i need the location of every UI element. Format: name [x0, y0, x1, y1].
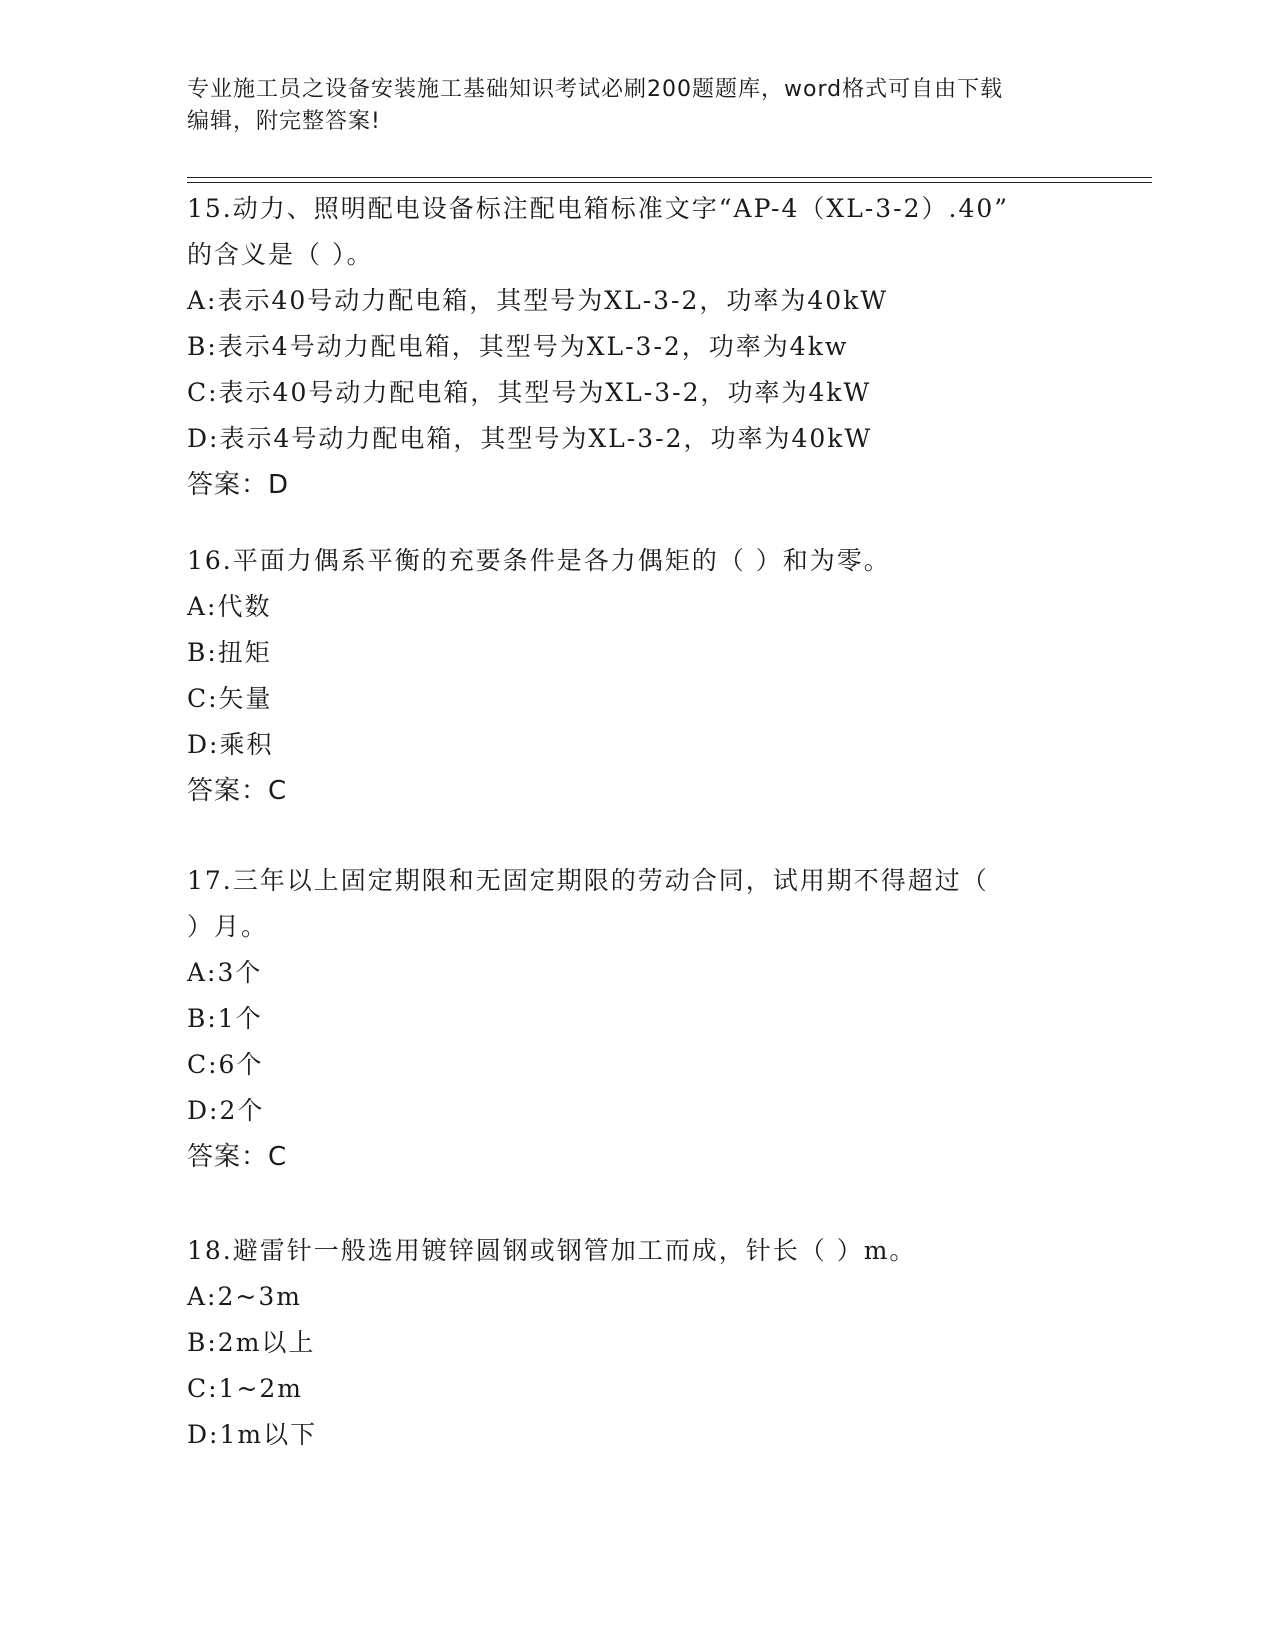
question-text: 的含义是（ ）。: [187, 240, 374, 269]
option-d: D:1m以下: [187, 1420, 318, 1449]
question-text: 18.避雷针一般选用镀锌圆钢或钢管加工而成，针长（ ）m。: [187, 1236, 917, 1265]
option-a: A:3个: [187, 958, 263, 987]
option-b: B:1个: [187, 1004, 263, 1033]
option-b: B:2m以上: [187, 1328, 316, 1357]
option-a: A:表示40号动力配电箱，其型号为XL-3-2，功率为40kW: [187, 286, 889, 315]
question-text: 15.动力、照明配电设备标注配电箱标准文字“AP-4（XL-3-2）.40”: [187, 194, 1010, 223]
question-16: [187, 538, 1067, 814]
answer-label: 答案：D: [187, 470, 290, 500]
question-17: [187, 858, 1067, 1180]
option-c: C:表示40号动力配电箱，其型号为XL-3-2，功率为4kW: [187, 378, 872, 407]
answer-label: 答案：C: [187, 776, 288, 806]
option-b: B:表示4号动力配电箱，其型号为XL-3-2，功率为4kw: [187, 332, 849, 361]
header-divider-top: [187, 177, 1152, 178]
option-d: D:乘积: [187, 730, 274, 759]
option-b: B:扭矩: [187, 638, 272, 667]
question-text: 16.平面力偶系平衡的充要条件是各力偶矩的（ ）和为零。: [187, 546, 891, 575]
header-line-2: 编辑，附完整答案!: [187, 109, 381, 134]
option-c: C:1~2m: [187, 1374, 304, 1403]
question-text: 17.三年以上固定期限和无固定期限的劳动合同，试用期不得超过（: [187, 866, 989, 895]
document-header: [187, 74, 1067, 138]
question-text: ）月。: [187, 912, 269, 941]
header-divider-bottom: [187, 182, 1152, 183]
question-18: [187, 1228, 1067, 1458]
option-d: D:2个: [187, 1096, 265, 1125]
option-c: C:6个: [187, 1050, 264, 1079]
header-line-1: 专业施工员之设备安装施工基础知识考试必刷200题题库，word格式可自由下载: [187, 77, 1004, 102]
option-d: D:表示4号动力配电箱，其型号为XL-3-2，功率为40kW: [187, 424, 873, 453]
option-c: C:矢量: [187, 684, 273, 713]
question-15: [187, 186, 1067, 508]
option-a: A:2~3m: [187, 1282, 302, 1311]
option-a: A:代数: [187, 592, 272, 621]
answer-label: 答案：C: [187, 1142, 288, 1172]
